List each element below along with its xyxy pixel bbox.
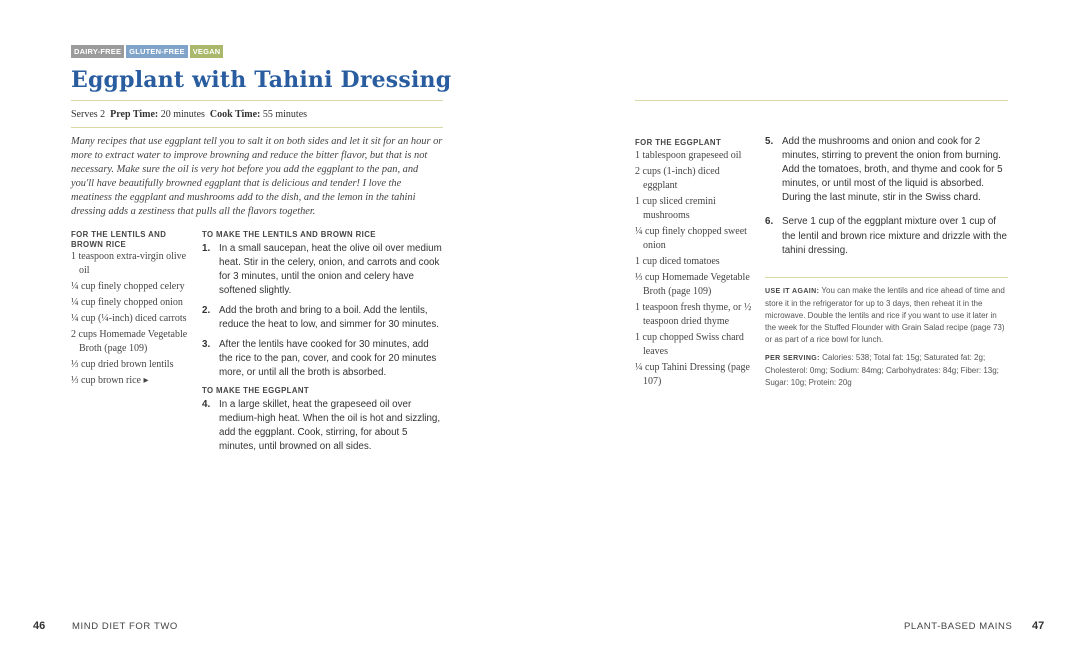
ingredient-item: ¼ cup finely chopped celery	[71, 281, 185, 292]
cook-value: 55 minutes	[262, 109, 308, 120]
top-rule-right	[635, 100, 1008, 101]
direction-step	[202, 338, 444, 380]
ingredient-item: ⅓ cup Homemade Vegetable Broth (page 109)	[635, 271, 750, 297]
diet-badges	[71, 45, 223, 58]
ingredient-item: ¼ cup finely chopped sweet onion	[635, 225, 747, 251]
step-number: 1.	[202, 242, 211, 254]
step-number: 4.	[202, 398, 211, 410]
step-text: Add the mushrooms and onion and cook for 2 minutes, stirring to prevent the onion from burning. Add the tomatoes, broth, and thyme and cook for 5 minutes, or until most of the liquid is absorbed. During the last minute, stir in the Swiss chard.	[782, 136, 1003, 204]
ingredient-item: 1 tablespoon grapeseed oil	[635, 149, 742, 161]
per-serving-note	[765, 352, 1008, 389]
lentils-directions-heading: TO MAKE THE LENTILS AND BROWN RICE	[202, 230, 376, 239]
step-number: 2.	[202, 304, 211, 316]
per-serving-label: PER SERVING:	[765, 355, 820, 362]
eggplant-ingredients	[635, 138, 755, 391]
step-text: Serve 1 cup of the eggplant mixture over 1 cup of the lentil and brown rice mixture and drizzle with the tahini dressing.	[782, 216, 1007, 256]
eggplant-directions-heading: TO MAKE THE EGGPLANT	[202, 386, 310, 396]
recipe-notes	[765, 285, 1008, 389]
step-text: Add the broth and bring to a boil. Add the lentils, reduce the heat to low, and simmer for 30 minutes.	[219, 304, 439, 330]
step-text: In a small saucepan, heat the olive oil over medium heat. Stir in the celery, onion, and carrots and cook for 3 minutes, until the onion and celery have softened slightly.	[219, 242, 442, 296]
note-rule	[765, 277, 1008, 278]
use-again-text: You can make the lentils and rice ahead of time and store it in the refrigerator for up to 3 days, then reheat it in the microwave. Double the lentils and rice if you want to use it later in the week for the Stuffed Flounder with Grain Salad recipe (page 73) or as part of a rice bowl for lunch.	[765, 286, 1005, 344]
direction-step	[202, 398, 444, 454]
prep-value: 20 minutes	[160, 109, 205, 120]
prep-label: Prep Time:	[110, 109, 159, 120]
recipe-intro: Many recipes that use eggplant tell you to salt it on both sides and let it sit for an hour or more to extract water to improve browning and reduce the bitter flavor, but that is not necessary. Make sure the oil is very hot before you add the eggplant to the pan, and you'll have beautifully browned eggplant that is delicious and tender! I love the meatiness the eggplant and mushrooms add to the dish, and the lemon in the tahini dressing adds a zestiness that pulls all the flavors together.	[71, 136, 443, 217]
ingredient-item: 1 cup chopped Swiss chard leaves	[635, 331, 744, 357]
meta-rule	[71, 127, 443, 128]
step-number: 6.	[765, 216, 774, 228]
ingredient-item: 2 cups Homemade Vegetable Broth (page 109)	[71, 329, 188, 354]
ingredient-item: 1 cup sliced cremini mushrooms	[635, 195, 716, 221]
recipe-meta	[71, 109, 307, 120]
step-number: 3.	[202, 339, 211, 351]
running-head-left: MIND DIET FOR TWO	[72, 621, 178, 632]
directions-column	[202, 230, 444, 460]
lentil-ingredients	[71, 230, 189, 390]
ingredient-item: 1 cup diced tomatoes	[635, 255, 720, 267]
badge-vegan: VEGAN	[190, 45, 224, 58]
eggplant-ingredients-heading: FOR THE EGGPLANT	[635, 138, 722, 147]
per-serving-text: Calories: 538; Total fat: 15g; Saturated fat: 2g; Cholesterol: 0mg; Sodium: 84mg; Carbohydrates: 84g; Fiber: 13g; Sugar: 10g; Protein: 20g	[765, 353, 999, 387]
direction-step	[202, 242, 444, 298]
ingredient-item: ¼ cup Tahini Dressing (page 107)	[635, 361, 750, 387]
ingredient-item: 2 cups (1-inch) diced eggplant	[635, 165, 720, 191]
use-again-note	[765, 285, 1008, 346]
direction-step	[765, 215, 1008, 257]
ingredient-item: ¼ cup finely chopped onion	[71, 297, 183, 308]
badge-dairy-free: DAIRY-FREE	[71, 45, 124, 58]
cook-label: Cook Time:	[209, 109, 261, 120]
right-page	[540, 0, 1080, 666]
ingredient-item: ⅓ cup dried brown lentils	[71, 359, 174, 370]
serves-text: Serves 2	[71, 109, 106, 120]
running-head-right: PLANT-BASED MAINS	[904, 621, 1013, 632]
ingredient-item: ¼ cup (¼-inch) diced carrots	[71, 313, 187, 324]
step-text: After the lentils have cooked for 30 minutes, add the rice to the pan, cover, and cook for 20 minutes more, or until all the broth is absorbed.	[219, 339, 437, 379]
direction-step	[202, 304, 444, 332]
direction-step	[765, 135, 1008, 205]
title-rule	[71, 100, 443, 101]
ingredient-item: 1 teaspoon fresh thyme, or ½ teaspoon dried thyme	[635, 301, 752, 327]
final-directions	[765, 135, 1008, 268]
badge-gluten-free: GLUTEN-FREE	[126, 45, 188, 58]
recipe-title: Eggplant with Tahini Dressing	[71, 67, 452, 93]
ingredient-item: ⅓ cup brown rice ▸	[71, 375, 149, 386]
page-number-right: 47	[1032, 620, 1045, 632]
step-text: In a large skillet, heat the grapeseed oil over medium-high heat. When the oil is hot and sizzling, add the eggplant. Cook, stirring, for about 5 minutes, until browned on all sides.	[219, 398, 441, 453]
lentil-ingredients-heading: FOR THE LENTILS AND BROWN RICE	[71, 230, 167, 249]
use-again-label: USE IT AGAIN:	[765, 288, 820, 295]
step-number: 5.	[765, 136, 774, 147]
page-number-left: 46	[33, 620, 46, 632]
ingredient-item: 1 teaspoon extra-virgin olive oil	[71, 251, 187, 276]
